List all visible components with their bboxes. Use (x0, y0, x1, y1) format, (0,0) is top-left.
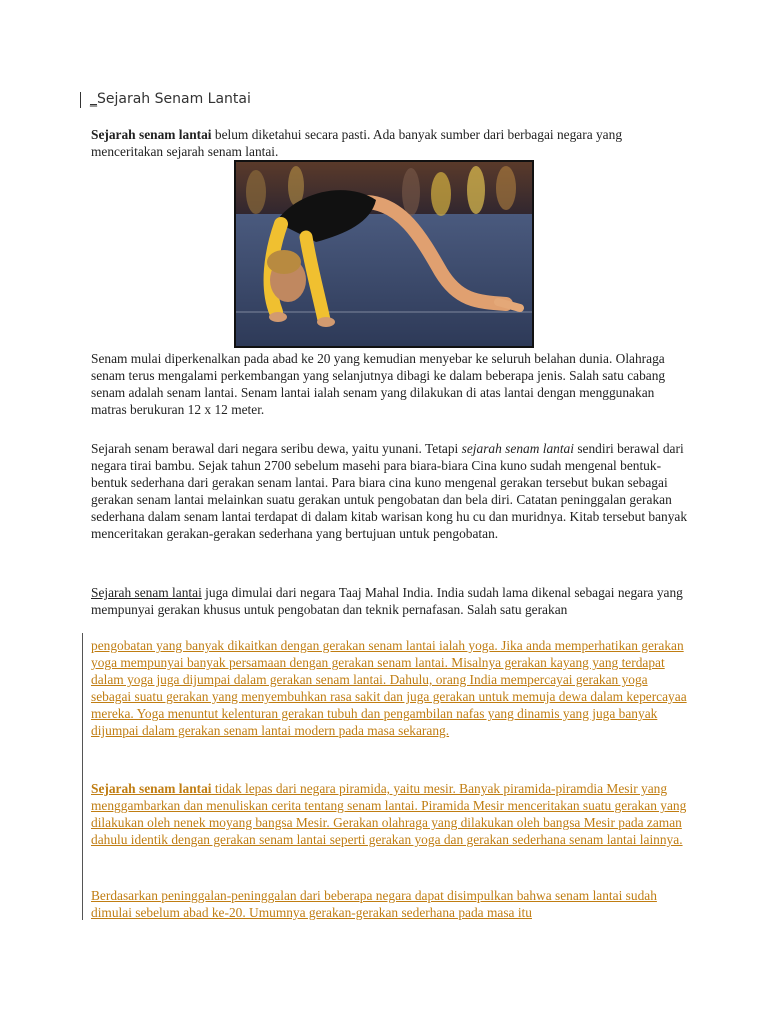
intro-text: belum diketahui secara pasti. Ada banyak sumber dari berbagai negara yang menceritakan sejarah senam lantai. (91, 127, 623, 159)
paragraph-intro-senam: Senam mulai diperkenalkan pada abad ke 20 yang kemudian menyebar ke seluruh belahan dunia. Olahraga senam terus mengalami perkembangan yang selanjutnya dibagi ke dalam beberapa jenis. Salah satu cabang senam adalah senam lantai. Senam lantai ialah senam yang dilakukan di atas lantai dengan menggunakan matras berukuran 12 x 12 meter. (91, 351, 666, 417)
p3-italic: sejarah senam lantai (461, 441, 574, 456)
india-text: juga dimulai dari negara Taaj Mahal India. India sudah lama dikenal sebagai negara yang mempunyai gerakan khusus untuk pengobatan dan teknik pernafasan. Salah satu gerakan (91, 585, 683, 617)
heading-text: Sejarah Senam Lantai (97, 91, 251, 107)
p3-after: sendiri berawal dari negara tirai bambu. Sejak tahun 2700 sebelum masehi para biara-biara Cina kuno sudah mengenal bentuk-bentuk sederhana dari gerakan senam lantai. Para biara cina kuno mengenal gerakan tersebut bukan sebagai gerakan senam lantai melainkan suatu gerakan untuk pengobatan dan bela diri. Catatan peninggalan gerakan sederhana dalam senam lantai terdapat di dalam kitab warisan kong hu cu dan muridnya. Kitab tersebut banyak menceritakan gerakan-gerakan sederhana yang bertujuan untuk pengobatan. (91, 441, 688, 541)
mesir-bold-term: Sejarah senam lantai (91, 781, 212, 796)
mesir-text: tidak lepas dari negara piramida, yaitu mesir. Banyak piramida-piramdia Mesir yang menggambarkan dan menuliskan cerita tentang senam lantai. Piramida Mesir menceritakan suatu gerakan yang dilakukan oleh nenek moyang bangsa Mesir. Gerakan olahraga yang dilakukan oleh bangsa Mesir pada zaman dahulu identik dengan gerakan senam lantai seperti gerakan yoga dan gerakan sederhana senam lantai lainnya. (91, 781, 687, 847)
heading-prefix: _ (90, 91, 97, 107)
gymnast-bridge-icon (236, 162, 532, 346)
paragraph-mesir (91, 780, 691, 848)
intro-bold-term: Sejarah senam lantai (91, 127, 212, 142)
section-heading (90, 91, 251, 107)
paragraph-yunani-cina (91, 440, 691, 542)
p3-before: Sejarah senam berawal dari negara seribu dewa, yaitu yunani. Tetapi (91, 441, 462, 456)
paragraph-yoga: pengobatan yang banyak dikaitkan dengan gerakan senam lantai ialah yoga. Jika anda memperhatikan gerakan yoga mempunyai banyak persamaan dengan gerakan senam lantai. Misalnya gerakan kayang yang terdapat dalam yoga juga dijumpai dalam gerakan senam lantai. Dahulu, orang India mempercayai gerakan yoga sebagai suatu gerakan yang menyembuhkan rasa sakit dan juga gerakan untuk memuja dewa dalam kepercayaa mereka. Yoga menuntut kelenturan gerakan tubuh dan pengambilan nafas yang dinamis yang juga banyak dijumpai dalam gerakan senam lantai modern pada masa sekarang. (91, 638, 687, 738)
gymnast-photo (234, 160, 534, 348)
text-cursor (80, 92, 81, 108)
paragraph-india (91, 584, 691, 618)
paragraph-intro (91, 126, 691, 160)
paragraph-kesimpulan: Berdasarkan peninggalan-peninggalan dari beberapa negara dapat disimpulkan bahwa senam lantai sudah dimulai sebelum abad ke-20. Umumnya gerakan-gerakan sederhana pada masa itu (91, 888, 657, 920)
india-underlined-term: Sejarah senam lantai (91, 585, 202, 600)
tracked-change-bar (82, 633, 83, 920)
